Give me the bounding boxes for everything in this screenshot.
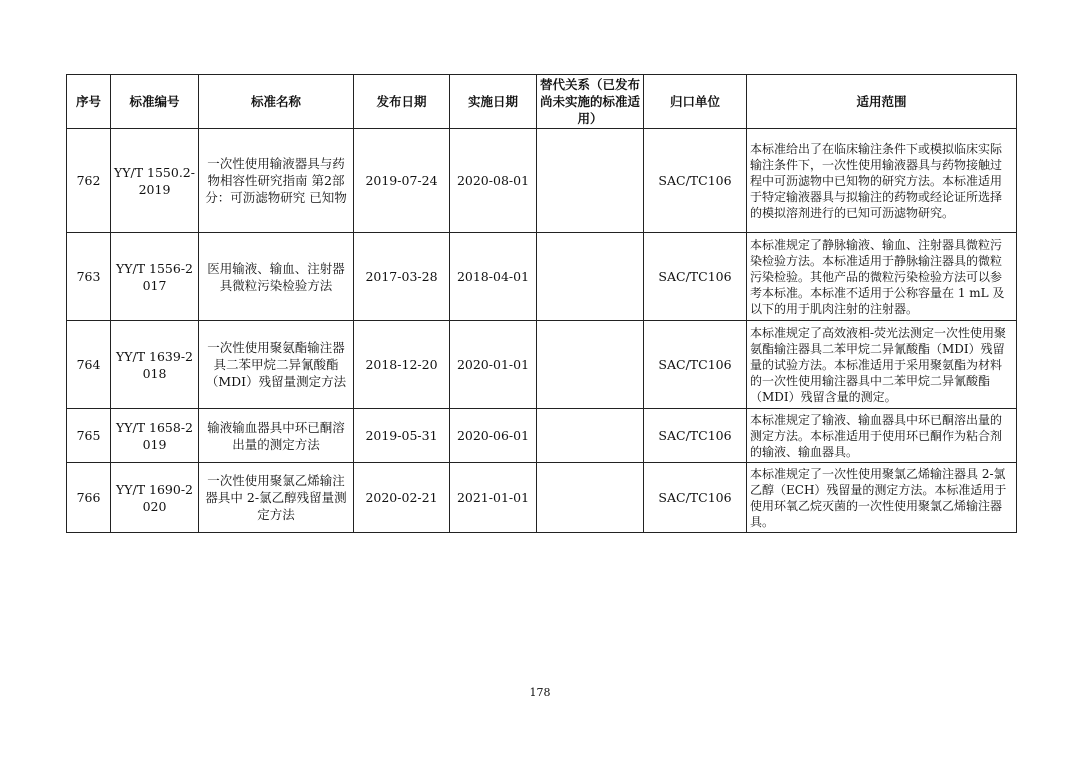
cell-replacement [537, 129, 644, 233]
cell-name: 一次性使用聚氯乙烯输注器具中 2-氯乙醇残留量测定方法 [199, 463, 354, 533]
cell-effective-date: 2018-04-01 [450, 233, 537, 321]
cell-unit: SAC/TC106 [644, 409, 747, 463]
cell-effective-date: 2020-01-01 [450, 321, 537, 409]
cell-unit: SAC/TC106 [644, 233, 747, 321]
table-row [67, 321, 1017, 409]
cell-code: YY/T 1658-2019 [111, 409, 199, 463]
header-no: 序号 [67, 75, 111, 129]
cell-effective-date: 2020-06-01 [450, 409, 537, 463]
table-row [67, 233, 1017, 321]
header-replacement: 替代关系（已发布尚未实施的标准适用） [537, 75, 644, 129]
cell-replacement [537, 321, 644, 409]
cell-unit: SAC/TC106 [644, 129, 747, 233]
page-number: 178 [529, 686, 551, 699]
cell-name: 一次性使用聚氨酯输注器具二苯甲烷二异氰酸酯（MDI）残留量测定方法 [199, 321, 354, 409]
header-name: 标准名称 [199, 75, 354, 129]
cell-replacement [537, 463, 644, 533]
table-header-row [67, 75, 1017, 129]
cell-publish-date: 2019-07-24 [354, 129, 450, 233]
cell-scope: 本标准给出了在临床输注条件下或模拟临床实际输注条件下，一次性使用输液器具与药物接触过程中可沥滤物中已知物的研究方法。本标准适用于特定输液器具与拟输注的药物或经论证所选择的模拟溶剂进行的已知可沥滤物研究。 [747, 129, 1017, 233]
cell-no: 763 [67, 233, 111, 321]
cell-scope: 本标准规定了输液、输血器具中环已酮溶出量的测定方法。本标准适用于使用环已酮作为粘合剂的输液、输血器具。 [747, 409, 1017, 463]
cell-no: 765 [67, 409, 111, 463]
cell-name: 医用输液、输血、注射器具微粒污染检验方法 [199, 233, 354, 321]
cell-code: YY/T 1556-2017 [111, 233, 199, 321]
table-row [67, 463, 1017, 533]
cell-effective-date: 2021-01-01 [450, 463, 537, 533]
header-code: 标准编号 [111, 75, 199, 129]
table-row [67, 409, 1017, 463]
cell-code: YY/T 1639-2018 [111, 321, 199, 409]
cell-scope: 本标准规定了高效液相-荧光法测定一次性使用聚氨酯输注器具二苯甲烷二异氰酸酯（MDI）残留量的试验方法。本标准适用于采用聚氨酯为材料的一次性使用输注器具中二苯甲烷二异氰酸酯（MDI）残留含量的测定。 [747, 321, 1017, 409]
cell-no: 766 [67, 463, 111, 533]
cell-effective-date: 2020-08-01 [450, 129, 537, 233]
cell-replacement [537, 233, 644, 321]
cell-publish-date: 2017-03-28 [354, 233, 450, 321]
header-effective-date: 实施日期 [450, 75, 537, 129]
cell-name: 一次性使用输液器具与药物相容性研究指南 第2部分：可沥滤物研究 已知物 [199, 129, 354, 233]
cell-name: 输液输血器具中环已酮溶出量的测定方法 [199, 409, 354, 463]
cell-no: 764 [67, 321, 111, 409]
cell-unit: SAC/TC106 [644, 321, 747, 409]
cell-unit: SAC/TC106 [644, 463, 747, 533]
standards-table [66, 74, 1017, 533]
cell-scope: 本标准规定了一次性使用聚氯乙烯输注器具 2-氯乙醇（ECH）残留量的测定方法。本标准适用于使用环氧乙烷灭菌的一次性使用聚氯乙烯输注器具。 [747, 463, 1017, 533]
cell-no: 762 [67, 129, 111, 233]
header-scope: 适用范围 [747, 75, 1017, 129]
header-publish-date: 发布日期 [354, 75, 450, 129]
cell-publish-date: 2018-12-20 [354, 321, 450, 409]
cell-scope: 本标准规定了静脉输液、输血、注射器具微粒污染检验方法。本标准适用于静脉输注器具的微粒污染检验。其他产品的微粒污染检验方法可以参考本标准。本标准不适用于公称容量在 1 mL 及以下的用于肌肉注射的注射器。 [747, 233, 1017, 321]
cell-code: YY/T 1690-2020 [111, 463, 199, 533]
cell-code: YY/T 1550.2-2019 [111, 129, 199, 233]
cell-replacement [537, 409, 644, 463]
table-row [67, 129, 1017, 233]
cell-publish-date: 2020-02-21 [354, 463, 450, 533]
cell-publish-date: 2019-05-31 [354, 409, 450, 463]
header-unit: 归口单位 [644, 75, 747, 129]
